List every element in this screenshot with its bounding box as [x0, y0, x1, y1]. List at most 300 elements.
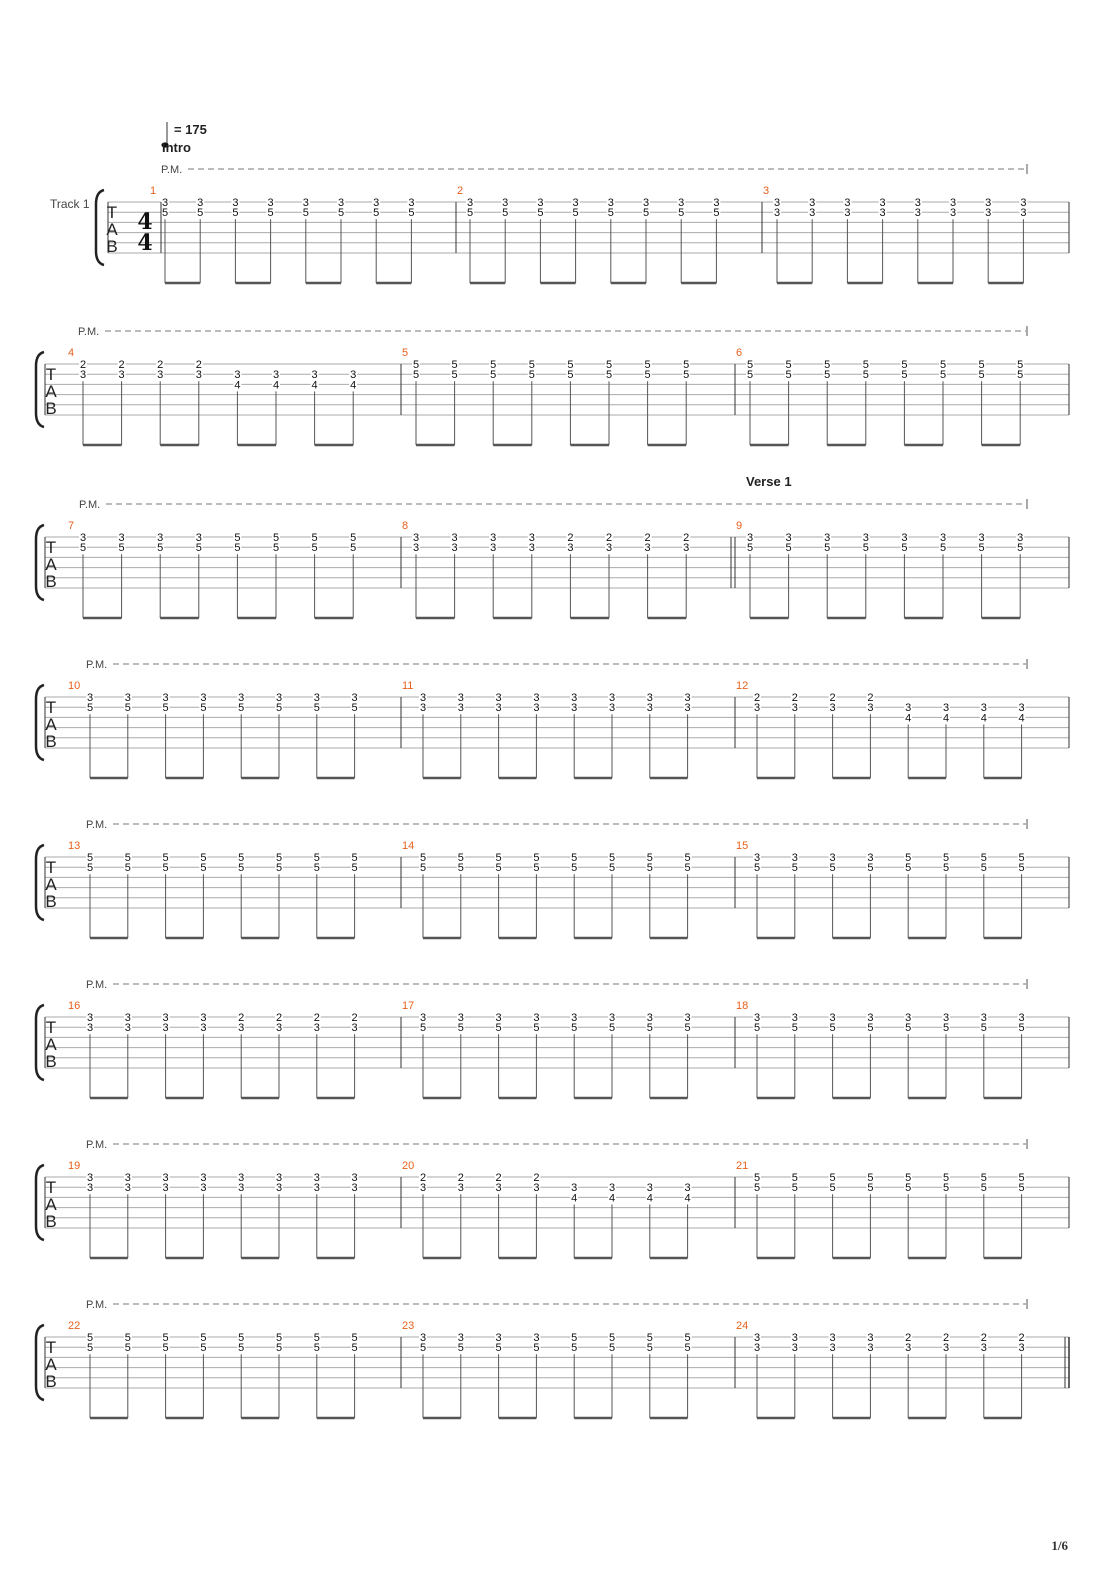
fret-number: 3 — [684, 1182, 691, 1195]
fret-number: 3 — [232, 197, 239, 209]
tab-clef-letter: T — [45, 1338, 57, 1357]
fret-number: 3 — [528, 532, 535, 544]
fret-number: 5 — [978, 542, 985, 555]
tab-clef-letter: A — [45, 382, 57, 401]
measure-number: 2 — [457, 185, 464, 197]
fret-number: 3 — [495, 1332, 502, 1344]
fret-number: 5 — [1017, 542, 1024, 555]
fret-number: 5 — [419, 1342, 427, 1355]
tab-clef-letter: B — [45, 572, 57, 591]
fret-number: 2 — [567, 532, 574, 544]
fret-number: 5 — [829, 1172, 836, 1184]
fret-number: 5 — [232, 207, 239, 220]
section-verse: Verse 1 — [746, 474, 792, 489]
fret-number: 5 — [86, 862, 94, 875]
fret-number: 5 — [862, 359, 869, 371]
fret-number: 2 — [829, 692, 836, 704]
fret-number: 3 — [272, 369, 280, 382]
fret-number: 3 — [914, 197, 921, 209]
fret-number: 5 — [824, 369, 831, 382]
fret-number: 2 — [79, 359, 87, 371]
fret-number: 3 — [684, 1012, 691, 1024]
fret-number: 3 — [302, 197, 309, 209]
fret-number: 4 — [905, 712, 912, 725]
fret-number: 5 — [275, 852, 283, 864]
fret-number: 5 — [124, 1342, 131, 1355]
fret-number: 3 — [608, 702, 616, 715]
fret-number: 3 — [646, 702, 653, 715]
fret-number: 3 — [1017, 532, 1024, 544]
fret-number: 5 — [86, 1332, 94, 1344]
fret-number: 3 — [495, 692, 502, 704]
fret-number: 3 — [914, 207, 921, 220]
fret-number: 3 — [408, 197, 415, 209]
fret-number: 5 — [571, 852, 578, 864]
fret-number: 2 — [605, 532, 613, 544]
fret-number: 5 — [195, 542, 202, 555]
fret-number: 5 — [939, 542, 947, 555]
tab-clef-letter: A — [106, 220, 118, 239]
fret-number: 5 — [495, 852, 502, 864]
measure-number: 7 — [68, 520, 75, 532]
fret-number: 3 — [791, 1342, 798, 1355]
fret-number: 5 — [829, 1022, 836, 1035]
fret-number: 5 — [684, 1332, 691, 1344]
fret-number: 5 — [124, 702, 131, 715]
fret-number: 3 — [867, 852, 874, 864]
fret-number: 3 — [351, 692, 358, 704]
fret-number: 3 — [502, 197, 509, 209]
fret-number: 4 — [311, 379, 318, 392]
fret-number: 5 — [753, 1022, 761, 1035]
fret-number: 3 — [867, 1332, 874, 1344]
fret-number: 4 — [646, 1192, 653, 1205]
fret-number: 3 — [79, 532, 87, 544]
fret-number: 3 — [86, 692, 94, 704]
fret-number: 5 — [351, 1342, 358, 1355]
fret-number: 5 — [942, 1022, 950, 1035]
fret-number: 3 — [490, 542, 497, 555]
measure-number: 21 — [736, 1160, 749, 1172]
fret-number: 5 — [785, 542, 792, 555]
fret-number: 3 — [118, 369, 125, 382]
fret-number: 3 — [490, 532, 497, 544]
fret-number: 5 — [238, 1342, 245, 1355]
fret-number: 4 — [942, 712, 950, 725]
fret-number: 2 — [867, 692, 874, 704]
fret-number: 5 — [608, 1332, 616, 1344]
fret-number: 5 — [533, 862, 540, 875]
fret-number: 5 — [867, 1182, 874, 1195]
fret-number: 5 — [238, 1332, 245, 1344]
fret-number: 3 — [457, 1182, 464, 1195]
fret-number: 5 — [118, 542, 125, 555]
fret-number: 5 — [978, 359, 985, 371]
fret-number: 2 — [1018, 1332, 1025, 1344]
fret-number: 2 — [644, 532, 651, 544]
fret-number: 5 — [1018, 1172, 1025, 1184]
fret-number: 3 — [844, 197, 851, 209]
fret-number: 3 — [746, 532, 754, 544]
fret-number: 3 — [985, 197, 992, 209]
fret-number: 3 — [451, 532, 458, 544]
fret-number: 3 — [118, 532, 125, 544]
fret-number: 3 — [238, 692, 245, 704]
fret-number: 5 — [490, 359, 497, 371]
fret-number: 5 — [275, 862, 283, 875]
fret-number: 5 — [528, 369, 535, 382]
fret-number: 5 — [1017, 369, 1024, 382]
track-name: Track 1 — [50, 197, 90, 211]
tab-clef-letter: A — [45, 1035, 57, 1054]
palm-mute-label: P.M. — [86, 819, 108, 831]
fret-number: 3 — [412, 532, 420, 544]
tab-clef-letter: T — [45, 538, 57, 557]
fret-number: 3 — [200, 1012, 207, 1024]
tab-clef-letter: T — [106, 203, 118, 222]
fret-number: 2 — [533, 1172, 540, 1184]
fret-number: 3 — [238, 1022, 245, 1035]
fret-number: 4 — [608, 1192, 616, 1205]
fret-number: 3 — [646, 692, 653, 704]
fret-number: 3 — [684, 692, 691, 704]
fret-number: 5 — [824, 542, 831, 555]
fret-number: 3 — [572, 197, 579, 209]
fret-number: 3 — [646, 1182, 653, 1195]
fret-number: 3 — [905, 1342, 912, 1355]
fret-number: 2 — [791, 692, 798, 704]
fret-number: 3 — [86, 1172, 94, 1184]
fret-number: 3 — [238, 1172, 245, 1184]
fret-number: 5 — [124, 1332, 131, 1344]
fret-number: 4 — [980, 712, 987, 725]
fret-number: 5 — [275, 1332, 283, 1344]
fret-number: 3 — [824, 532, 831, 544]
fret-number: 3 — [791, 1332, 798, 1344]
measure-number: 1 — [150, 185, 157, 197]
fret-number: 5 — [746, 359, 754, 371]
fret-number: 5 — [162, 862, 169, 875]
system-bracket — [36, 1325, 44, 1400]
fret-number: 3 — [200, 692, 207, 704]
fret-number: 3 — [791, 702, 798, 715]
fret-number: 5 — [567, 369, 574, 382]
fret-number: 5 — [419, 862, 427, 875]
fret-number: 5 — [862, 542, 869, 555]
fret-number: 5 — [457, 862, 464, 875]
fret-number: 3 — [313, 692, 320, 704]
fret-number: 5 — [350, 532, 357, 544]
fret-number: 3 — [162, 1022, 169, 1035]
time-signature-denominator: 4 — [137, 230, 153, 256]
fret-number: 3 — [533, 1332, 540, 1344]
fret-number: 3 — [162, 1012, 169, 1024]
fret-number: 3 — [684, 702, 691, 715]
fret-number: 5 — [713, 207, 720, 220]
fret-number: 5 — [313, 702, 320, 715]
tab-clef-letter: A — [45, 555, 57, 574]
fret-number: 3 — [373, 197, 380, 209]
measure-number: 22 — [68, 1320, 81, 1332]
measure-number: 23 — [402, 1320, 415, 1332]
fret-number: 5 — [571, 1332, 578, 1344]
measure-number: 9 — [736, 520, 743, 532]
system-bracket — [36, 685, 44, 760]
tab-clef-letter: T — [45, 1178, 57, 1197]
fret-number: 2 — [157, 359, 164, 371]
fret-number: 3 — [161, 197, 169, 209]
system-bracket — [96, 190, 104, 265]
fret-number: 3 — [311, 369, 318, 382]
fret-number: 5 — [646, 1022, 653, 1035]
fret-number: 5 — [79, 542, 87, 555]
fret-number: 5 — [234, 542, 241, 555]
fret-number: 5 — [905, 1022, 912, 1035]
tab-clef-letter: B — [45, 892, 57, 911]
fret-number: 3 — [124, 1022, 131, 1035]
fret-number: 5 — [197, 207, 204, 220]
fret-number: 5 — [495, 862, 502, 875]
fret-number: 3 — [901, 532, 908, 544]
fret-number: 5 — [642, 207, 650, 220]
fret-number: 3 — [267, 197, 274, 209]
fret-number: 5 — [533, 1022, 540, 1035]
system-bracket — [36, 352, 44, 427]
fret-number: 5 — [684, 862, 691, 875]
fret-number: 5 — [605, 369, 613, 382]
fret-number: 5 — [86, 1342, 94, 1355]
tab-clef-letter: T — [45, 858, 57, 877]
fret-number: 3 — [980, 1342, 987, 1355]
fret-number: 5 — [980, 852, 987, 864]
fret-number: 5 — [746, 542, 754, 555]
fret-number: 3 — [879, 197, 886, 209]
fret-number: 3 — [949, 207, 957, 220]
fret-number: 2 — [905, 1332, 912, 1344]
fret-number: 3 — [773, 197, 781, 209]
measure-number: 11 — [402, 680, 414, 692]
fret-number: 3 — [79, 369, 87, 382]
fret-number: 5 — [275, 1342, 283, 1355]
measure-number: 10 — [68, 680, 81, 692]
fret-number: 3 — [753, 1342, 761, 1355]
fret-number: 3 — [879, 207, 886, 220]
fret-number: 3 — [809, 207, 816, 220]
fret-number: 5 — [791, 1182, 798, 1195]
section-intro: Intro — [162, 140, 191, 155]
fret-number: 5 — [824, 359, 831, 371]
fret-number: 5 — [457, 1022, 464, 1035]
fret-number: 5 — [466, 207, 474, 220]
fret-number: 5 — [490, 369, 497, 382]
fret-number: 5 — [605, 359, 613, 371]
fret-number: 3 — [571, 702, 578, 715]
fret-number: 5 — [785, 359, 792, 371]
fret-number: 2 — [683, 532, 690, 544]
tab-clef-letter: B — [45, 399, 57, 418]
fret-number: 3 — [567, 542, 574, 555]
fret-number: 5 — [1017, 359, 1024, 371]
fret-number: 3 — [1018, 1012, 1025, 1024]
fret-number: 5 — [412, 359, 420, 371]
fret-number: 3 — [495, 702, 502, 715]
fret-number: 4 — [571, 1192, 578, 1205]
fret-number: 5 — [646, 852, 653, 864]
fret-number: 5 — [862, 369, 869, 382]
fret-number: 5 — [829, 862, 836, 875]
fret-number: 3 — [644, 542, 651, 555]
fret-number: 3 — [867, 702, 874, 715]
fret-number: 3 — [867, 1342, 874, 1355]
fret-number: 5 — [905, 862, 912, 875]
measure-number: 17 — [402, 1000, 415, 1012]
fret-number: 5 — [646, 1342, 653, 1355]
fret-number: 3 — [457, 1012, 464, 1024]
fret-number: 3 — [646, 1012, 653, 1024]
fret-number: 3 — [351, 1172, 358, 1184]
fret-number: 5 — [412, 369, 420, 382]
fret-number: 5 — [571, 862, 578, 875]
fret-number: 3 — [753, 852, 761, 864]
fret-number: 3 — [1020, 207, 1027, 220]
fret-number: 4 — [684, 1192, 691, 1205]
fret-number: 5 — [302, 207, 309, 220]
fret-number: 5 — [86, 702, 94, 715]
fret-number: 3 — [313, 1182, 320, 1195]
fret-number: 3 — [457, 702, 464, 715]
fret-number: 5 — [608, 1342, 616, 1355]
fret-number: 3 — [419, 1332, 427, 1344]
fret-number: 3 — [1020, 197, 1027, 209]
fret-number: 5 — [457, 852, 464, 864]
fret-number: 3 — [753, 702, 761, 715]
fret-number: 3 — [528, 542, 535, 555]
fret-number: 5 — [608, 1022, 616, 1035]
fret-number: 3 — [195, 369, 202, 382]
fret-number: 5 — [451, 359, 458, 371]
palm-mute-label: P.M. — [78, 326, 100, 338]
fret-number: 3 — [942, 1342, 950, 1355]
fret-number: 5 — [980, 1022, 987, 1035]
fret-number: 3 — [829, 702, 836, 715]
fret-number: 5 — [200, 852, 207, 864]
page-number: 1/6 — [1051, 1538, 1068, 1553]
fret-number: 3 — [162, 692, 169, 704]
fret-number: 5 — [684, 1022, 691, 1035]
tab-clef-letter: B — [106, 237, 118, 256]
fret-number: 3 — [533, 692, 540, 704]
fret-number: 5 — [607, 207, 614, 220]
fret-number: 5 — [1018, 1022, 1025, 1035]
fret-number: 5 — [238, 702, 245, 715]
fret-number: 3 — [451, 542, 458, 555]
fret-number: 3 — [537, 197, 544, 209]
fret-number: 5 — [572, 207, 579, 220]
fret-number: 3 — [571, 692, 578, 704]
fret-number: 3 — [162, 1182, 169, 1195]
system-bracket — [36, 1005, 44, 1080]
fret-number: 3 — [829, 1342, 836, 1355]
fret-number: 3 — [980, 1012, 987, 1024]
fret-number: 5 — [571, 1342, 578, 1355]
fret-number: 5 — [267, 207, 274, 220]
fret-number: 4 — [272, 379, 280, 392]
fret-number: 4 — [1018, 712, 1025, 725]
fret-number: 5 — [313, 1332, 320, 1344]
fret-number: 3 — [678, 197, 685, 209]
fret-number: 5 — [791, 1172, 798, 1184]
fret-number: 3 — [809, 197, 816, 209]
fret-number: 5 — [313, 862, 320, 875]
fret-number: 5 — [350, 542, 357, 555]
fret-number: 3 — [337, 197, 345, 209]
fret-number: 5 — [124, 862, 131, 875]
fret-number: 3 — [419, 1182, 427, 1195]
fret-number: 5 — [502, 207, 509, 220]
fret-number: 5 — [533, 852, 540, 864]
measure-number: 24 — [736, 1320, 749, 1332]
fret-number: 5 — [124, 852, 131, 864]
fret-number: 3 — [124, 1012, 131, 1024]
fret-number: 3 — [533, 1012, 540, 1024]
fret-number: 3 — [985, 207, 992, 220]
fret-number: 3 — [905, 1012, 912, 1024]
fret-number: 5 — [567, 359, 574, 371]
fret-number: 3 — [791, 1012, 798, 1024]
fret-number: 3 — [238, 1182, 245, 1195]
fret-number: 3 — [829, 1332, 836, 1344]
fret-number: 5 — [351, 852, 358, 864]
fret-number: 5 — [646, 862, 653, 875]
fret-number: 5 — [419, 852, 427, 864]
fret-number: 3 — [124, 1182, 131, 1195]
fret-number: 5 — [351, 702, 358, 715]
fret-number: 5 — [978, 369, 985, 382]
fret-number: 5 — [905, 1172, 912, 1184]
fret-number: 5 — [980, 1172, 987, 1184]
fret-number: 3 — [980, 702, 987, 715]
fret-number: 3 — [495, 1012, 502, 1024]
fret-number: 5 — [162, 1332, 169, 1344]
fret-number: 3 — [412, 542, 420, 555]
fret-number: 3 — [200, 1022, 207, 1035]
fret-number: 5 — [901, 359, 908, 371]
time-signature-numerator: 4 — [137, 209, 153, 235]
fret-number: 3 — [157, 369, 164, 382]
fret-number: 5 — [200, 1342, 207, 1355]
fret-number: 4 — [234, 379, 241, 392]
fret-number: 4 — [350, 379, 357, 392]
fret-number: 5 — [942, 1182, 950, 1195]
fret-number: 3 — [785, 532, 792, 544]
fret-number: 5 — [753, 1172, 761, 1184]
fret-number: 2 — [238, 1012, 245, 1024]
fret-number: 3 — [86, 1022, 94, 1035]
fret-number: 3 — [753, 1012, 761, 1024]
tab-clef-letter: T — [45, 698, 57, 717]
fret-number: 3 — [829, 852, 836, 864]
fret-number: 3 — [157, 532, 164, 544]
fret-number: 5 — [162, 852, 169, 864]
fret-number: 3 — [683, 542, 690, 555]
fret-number: 5 — [942, 852, 950, 864]
fret-number: 3 — [773, 207, 781, 220]
tab-clef-letter: A — [45, 1355, 57, 1374]
fret-number: 3 — [642, 197, 650, 209]
fret-number: 3 — [234, 369, 241, 382]
system-bracket — [36, 845, 44, 920]
fret-number: 5 — [238, 852, 245, 864]
